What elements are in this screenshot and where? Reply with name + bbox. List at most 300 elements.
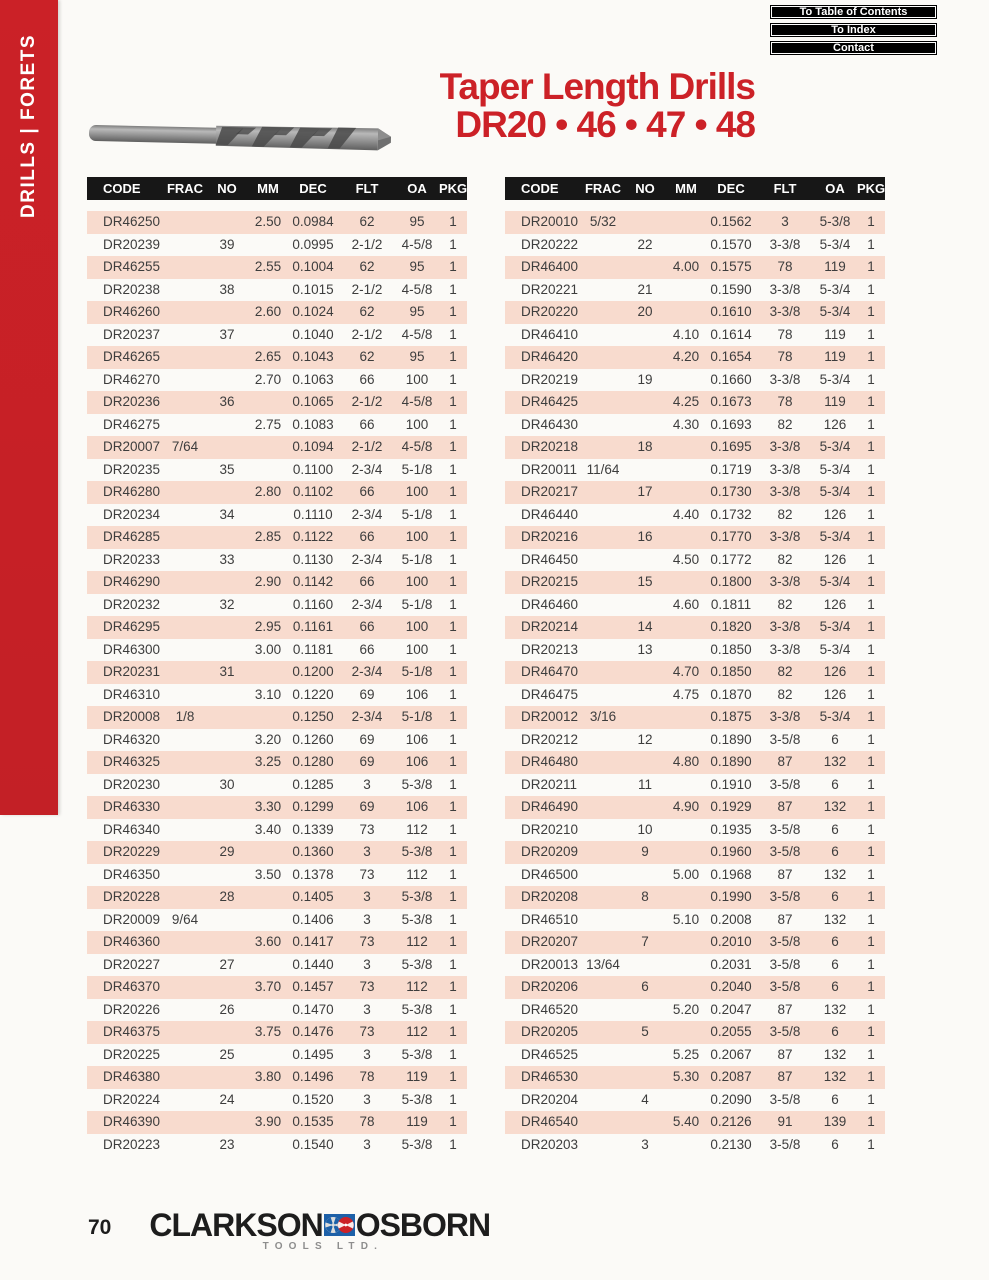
cell-pkg: 1 <box>867 484 875 499</box>
table-body <box>505 211 885 1156</box>
cell-dec: 0.1161 <box>292 619 334 634</box>
cell-mm: 4.50 <box>672 551 700 567</box>
cell-code: DR46500 <box>521 866 579 882</box>
table-row <box>87 211 467 234</box>
cell-code: DR46540 <box>521 1114 579 1129</box>
cell-code: DR46380 <box>103 1069 161 1084</box>
cell-flt: 87 <box>777 1001 793 1017</box>
table-row <box>505 346 885 369</box>
cell-pkg: 1 <box>867 1001 875 1017</box>
cell-pkg: 1 <box>867 641 875 657</box>
cell-no: 33 <box>219 551 235 567</box>
cell-flt: 3 <box>363 956 371 972</box>
cell-pkg: 1 <box>449 506 457 522</box>
cell-frac: 7/64 <box>171 439 199 454</box>
col-header-mm: MM <box>675 181 697 196</box>
cell-mm: 4.00 <box>672 259 700 274</box>
table-row <box>505 301 885 324</box>
cell-oa: 6 <box>831 844 839 859</box>
cell-pkg: 1 <box>867 889 875 904</box>
cell-flt: 62 <box>359 304 375 319</box>
cell-pkg: 1 <box>449 596 457 612</box>
cell-flt: 82 <box>777 506 793 522</box>
cell-mm: 2.90 <box>254 574 282 589</box>
cell-pkg: 1 <box>449 1069 457 1084</box>
cell-code: DR46275 <box>103 416 161 432</box>
cell-oa: 5-3/8 <box>401 1091 433 1107</box>
table-row <box>505 1134 885 1157</box>
cell-flt: 87 <box>777 1046 793 1062</box>
cell-mm: 5.30 <box>672 1069 700 1084</box>
cell-code: DR20225 <box>103 1046 161 1062</box>
cell-oa: 5-3/4 <box>819 439 851 454</box>
cell-code: DR46255 <box>103 259 161 274</box>
cell-oa: 106 <box>405 799 429 814</box>
cell-mm: 3.25 <box>254 754 282 769</box>
col-header-frac: FRAC <box>584 181 622 196</box>
cell-code: DR46450 <box>521 551 579 567</box>
table-row <box>505 234 885 257</box>
cell-code: DR20228 <box>103 889 161 904</box>
cell-pkg: 1 <box>449 1136 457 1152</box>
table-row <box>87 1089 467 1112</box>
cell-mm: 3.75 <box>254 1024 282 1039</box>
cell-pkg: 1 <box>449 821 457 837</box>
brand-name-clarkson: CLARKSON <box>149 1207 323 1243</box>
page-title-line2: DR20 • 46 • 47 • 48 <box>455 104 755 145</box>
table-row <box>87 594 467 617</box>
cell-dec: 0.1935 <box>710 821 752 837</box>
cell-oa: 6 <box>831 889 839 904</box>
cell-dec: 0.1200 <box>292 664 334 679</box>
cell-mm: 3.60 <box>254 934 282 949</box>
cell-no: 30 <box>219 776 235 792</box>
cell-pkg: 1 <box>449 956 457 972</box>
cell-dec: 0.2087 <box>710 1069 752 1084</box>
cell-dec: 0.1850 <box>710 641 752 657</box>
cell-dec: 0.1929 <box>710 799 752 814</box>
cell-oa: 119 <box>824 394 846 409</box>
cell-code: DR20222 <box>521 236 579 252</box>
cell-oa: 5-1/8 <box>401 551 433 567</box>
cell-no: 20 <box>637 304 653 319</box>
cell-mm: 2.65 <box>254 349 282 364</box>
brand-subtitle: TOOLS LTD. <box>262 1241 384 1252</box>
cell-pkg: 1 <box>449 709 457 724</box>
cell-dec: 0.1160 <box>292 596 334 612</box>
cell-flt: 3-5/8 <box>769 1024 801 1039</box>
cell-oa: 5-3/4 <box>819 709 851 724</box>
cell-mm: 5.10 <box>672 911 700 927</box>
cell-no: 4 <box>641 1091 649 1107</box>
cell-no: 12 <box>637 731 653 747</box>
cell-pkg: 1 <box>867 934 875 949</box>
col-header-dec: DEC <box>299 181 327 196</box>
cell-flt: 78 <box>359 1069 375 1084</box>
cell-oa: 5-3/8 <box>401 776 433 792</box>
cell-mm: 2.75 <box>254 416 282 432</box>
cell-code: DR46310 <box>103 686 161 702</box>
cell-flt: 3-3/8 <box>769 461 801 477</box>
cell-pkg: 1 <box>867 709 875 724</box>
cell-flt: 62 <box>359 259 375 274</box>
cell-code: DR46420 <box>521 349 579 364</box>
cell-flt: 3-3/8 <box>769 304 801 319</box>
cell-pkg: 1 <box>867 416 875 432</box>
cell-code: DR46260 <box>103 304 161 319</box>
col-header-no: NO <box>217 181 237 196</box>
table-row <box>87 976 467 999</box>
cell-frac: 5/32 <box>589 214 617 229</box>
cell-code: DR20234 <box>103 506 161 522</box>
cell-flt: 3-5/8 <box>769 934 801 949</box>
cell-oa: 112 <box>406 821 428 837</box>
table-row <box>87 729 467 752</box>
cell-no: 24 <box>219 1091 235 1107</box>
cell-flt: 2-3/4 <box>351 551 383 567</box>
cell-flt: 3 <box>363 844 371 859</box>
cell-oa: 5-3/8 <box>819 214 851 229</box>
cell-no: 10 <box>637 821 653 837</box>
cell-dec: 0.2008 <box>710 911 752 927</box>
cell-dec: 0.1220 <box>292 686 334 702</box>
table-row <box>87 526 467 549</box>
cell-pkg: 1 <box>449 439 457 454</box>
cell-flt: 62 <box>359 214 375 229</box>
cell-pkg: 1 <box>867 844 875 859</box>
table-row <box>505 414 885 437</box>
cell-flt: 3 <box>781 214 789 229</box>
cell-pkg: 1 <box>867 866 875 882</box>
cell-flt: 3-5/8 <box>769 1136 801 1152</box>
cell-dec: 0.2055 <box>710 1024 752 1039</box>
cell-pkg: 1 <box>867 371 875 387</box>
cell-mm: 5.20 <box>672 1001 700 1017</box>
cell-pkg: 1 <box>449 349 457 364</box>
cell-dec: 0.1122 <box>292 529 334 544</box>
cell-dec: 0.1890 <box>710 754 752 769</box>
cell-dec: 0.1719 <box>710 461 752 477</box>
cell-flt: 2-3/4 <box>351 709 383 724</box>
table-row <box>87 774 467 797</box>
table-row <box>87 1021 467 1044</box>
table-row <box>505 706 885 729</box>
cell-flt: 87 <box>777 754 793 769</box>
cell-oa: 100 <box>405 574 429 589</box>
cell-flt: 2-3/4 <box>351 461 383 477</box>
cell-code: DR46360 <box>103 934 161 949</box>
table-row <box>87 684 467 707</box>
table-row <box>87 886 467 909</box>
cell-pkg: 1 <box>449 731 457 747</box>
cell-code: DR20220 <box>521 304 579 319</box>
cell-mm: 4.60 <box>672 596 700 612</box>
cell-oa: 95 <box>409 259 425 274</box>
table-row <box>505 481 885 504</box>
table-header <box>87 177 467 200</box>
cell-dec: 0.2090 <box>710 1091 752 1107</box>
cell-dec: 0.1360 <box>292 844 334 859</box>
cell-code: DR46265 <box>103 349 161 364</box>
cell-dec: 0.1496 <box>292 1069 334 1084</box>
cell-frac: 11/64 <box>586 461 620 477</box>
table-row <box>87 459 467 482</box>
cell-oa: 6 <box>831 821 839 837</box>
cell-dec: 0.2067 <box>710 1046 752 1062</box>
table-row <box>87 279 467 302</box>
cell-flt: 82 <box>777 686 793 702</box>
cell-dec: 0.1960 <box>710 844 752 859</box>
cell-dec: 0.1800 <box>710 574 752 589</box>
col-header-code: CODE <box>521 181 559 196</box>
cell-oa: 6 <box>831 934 839 949</box>
cell-pkg: 1 <box>867 326 875 342</box>
cell-oa: 5-3/8 <box>401 1136 433 1152</box>
cell-dec: 0.1102 <box>292 484 334 499</box>
cell-oa: 106 <box>405 686 429 702</box>
table-body <box>87 211 467 1156</box>
cell-flt: 78 <box>777 326 793 342</box>
cell-dec: 0.1100 <box>292 461 334 477</box>
cell-pkg: 1 <box>449 686 457 702</box>
cell-oa: 100 <box>405 484 429 499</box>
contact-button[interactable]: Contact <box>770 41 937 55</box>
cell-dec: 0.1470 <box>292 1001 334 1017</box>
cell-code: DR20238 <box>103 281 161 297</box>
cell-mm: 4.20 <box>672 349 700 364</box>
cell-code: DR46290 <box>103 574 161 589</box>
cell-oa: 5-1/8 <box>401 596 433 612</box>
table-row <box>505 594 885 617</box>
cell-code: DR20209 <box>521 844 579 859</box>
cell-mm: 4.10 <box>672 326 700 342</box>
cell-code: DR46430 <box>521 416 579 432</box>
cell-dec: 0.0995 <box>292 236 334 252</box>
table-row <box>505 391 885 414</box>
table-row <box>87 1044 467 1067</box>
cell-no: 31 <box>219 664 235 679</box>
cell-pkg: 1 <box>867 776 875 792</box>
cell-no: 21 <box>637 281 653 297</box>
cell-flt: 2-1/2 <box>351 326 383 342</box>
table-row <box>87 1134 467 1157</box>
cell-flt: 3-5/8 <box>769 731 801 747</box>
table-row <box>505 976 885 999</box>
cell-oa: 132 <box>823 866 847 882</box>
cell-code: DR20210 <box>521 821 579 837</box>
cell-mm: 4.40 <box>672 506 700 522</box>
cell-dec: 0.1406 <box>292 911 334 927</box>
cell-dec: 0.1110 <box>293 506 333 522</box>
cell-mm: 3.90 <box>254 1114 282 1129</box>
cell-pkg: 1 <box>867 1136 875 1152</box>
cell-code: DR20208 <box>521 889 579 904</box>
cell-pkg: 1 <box>867 664 875 679</box>
cell-code: DR20233 <box>103 551 161 567</box>
cell-oa: 6 <box>831 956 839 972</box>
cell-no: 27 <box>219 956 235 972</box>
to-table-of-contents-button[interactable]: To Table of Contents <box>770 5 937 19</box>
cell-flt: 3-5/8 <box>769 956 801 972</box>
cell-oa: 126 <box>823 686 847 702</box>
cell-oa: 6 <box>831 731 839 747</box>
cell-frac: 3/16 <box>589 709 617 724</box>
cell-oa: 126 <box>823 506 847 522</box>
cell-pkg: 1 <box>867 1114 875 1129</box>
table-row <box>87 616 467 639</box>
cell-dec: 0.1590 <box>710 281 752 297</box>
table-row <box>505 661 885 684</box>
table-row <box>87 504 467 527</box>
cell-no: 8 <box>641 889 649 904</box>
cell-dec: 0.1405 <box>292 889 334 904</box>
cell-dec: 0.1260 <box>292 731 334 747</box>
cell-pkg: 1 <box>867 506 875 522</box>
cell-no: 23 <box>219 1136 235 1152</box>
cell-dec: 0.1130 <box>292 551 334 567</box>
cell-frac: 9/64 <box>171 911 199 927</box>
cell-pkg: 1 <box>449 641 457 657</box>
cell-oa: 6 <box>831 1091 839 1107</box>
cell-dec: 0.1990 <box>710 889 752 904</box>
table-row <box>87 1111 467 1134</box>
cell-no: 26 <box>219 1001 235 1017</box>
cell-dec: 0.1570 <box>710 236 752 252</box>
cell-flt: 3-3/8 <box>769 236 801 252</box>
cell-oa: 5-3/8 <box>401 1001 433 1017</box>
cell-oa: 132 <box>823 799 847 814</box>
table-row <box>505 549 885 572</box>
cell-code: DR46440 <box>521 506 579 522</box>
cell-dec: 0.1610 <box>710 304 752 319</box>
cell-oa: 95 <box>409 349 425 364</box>
cell-flt: 3 <box>363 1001 371 1017</box>
cell-oa: 100 <box>405 529 429 544</box>
table-row <box>87 369 467 392</box>
cell-dec: 0.1250 <box>292 709 334 724</box>
cell-oa: 100 <box>405 619 429 634</box>
cell-pkg: 1 <box>449 214 457 229</box>
col-header-oa: OA <box>825 181 845 196</box>
cell-code: DR20214 <box>521 619 579 634</box>
cell-flt: 2-3/4 <box>351 664 383 679</box>
col-header-flt: FLT <box>773 181 797 196</box>
cell-no: 34 <box>219 506 235 522</box>
cell-flt: 3-3/8 <box>769 709 801 724</box>
cell-flt: 87 <box>777 911 793 927</box>
table-row <box>505 841 885 864</box>
cell-pkg: 1 <box>867 619 875 634</box>
cell-dec: 0.2010 <box>710 934 752 949</box>
cell-pkg: 1 <box>867 911 875 927</box>
cell-pkg: 1 <box>449 911 457 927</box>
cell-dec: 0.1693 <box>710 416 752 432</box>
cell-flt: 3-3/8 <box>769 371 801 387</box>
cell-flt: 3 <box>363 911 371 927</box>
table-row <box>505 954 885 977</box>
cell-dec: 0.1015 <box>292 281 334 297</box>
cell-pkg: 1 <box>449 866 457 882</box>
cell-dec: 0.1040 <box>292 326 334 342</box>
cell-pkg: 1 <box>867 529 875 544</box>
cell-oa: 119 <box>824 259 846 274</box>
cell-dec: 0.1540 <box>292 1136 334 1152</box>
cell-pkg: 1 <box>449 1046 457 1062</box>
cell-pkg: 1 <box>449 551 457 567</box>
cell-dec: 0.1575 <box>710 259 752 274</box>
cell-code: DR20008 <box>103 709 161 724</box>
table-row <box>505 1089 885 1112</box>
cell-flt: 3-5/8 <box>769 821 801 837</box>
table-row <box>87 751 467 774</box>
cell-code: DR20216 <box>521 529 579 544</box>
cell-oa: 5-3/8 <box>401 889 433 904</box>
sidebar-section-label: DRILLS | FORETS <box>18 33 39 218</box>
table-row <box>505 999 885 1022</box>
cell-flt: 3-3/8 <box>769 484 801 499</box>
cell-flt: 2-1/2 <box>351 439 383 454</box>
cell-pkg: 1 <box>867 574 875 589</box>
cell-dec: 0.1476 <box>292 1024 334 1039</box>
table-row <box>505 526 885 549</box>
cell-flt: 66 <box>359 574 375 589</box>
table-row <box>87 706 467 729</box>
cell-mm: 2.70 <box>254 371 282 387</box>
cell-dec: 0.1094 <box>292 439 334 454</box>
cell-flt: 3-3/8 <box>769 529 801 544</box>
cell-dec: 0.1043 <box>292 349 334 364</box>
cell-oa: 132 <box>823 911 847 927</box>
cell-pkg: 1 <box>449 619 457 634</box>
cell-flt: 3 <box>363 776 371 792</box>
cell-dec: 0.1772 <box>710 551 752 567</box>
cell-flt: 87 <box>777 1069 793 1084</box>
cell-pkg: 1 <box>449 236 457 252</box>
cell-oa: 126 <box>823 416 847 432</box>
cell-oa: 5-1/8 <box>401 709 433 724</box>
cell-oa: 5-3/4 <box>819 484 851 499</box>
cell-code: DR20013 <box>521 956 579 972</box>
cell-oa: 5-3/4 <box>819 619 851 634</box>
page-title-line1: Taper Length Drills <box>439 66 755 107</box>
cell-flt: 3-3/8 <box>769 619 801 634</box>
cell-oa: 100 <box>405 641 429 657</box>
cell-code: DR46370 <box>103 979 161 994</box>
cell-pkg: 1 <box>449 281 457 297</box>
cell-oa: 112 <box>406 979 428 994</box>
cell-no: 29 <box>219 844 235 859</box>
cell-oa: 119 <box>406 1069 428 1084</box>
cell-pkg: 1 <box>449 371 457 387</box>
cell-code: DR46425 <box>521 394 579 409</box>
cell-dec: 0.1063 <box>292 371 334 387</box>
cell-code: DR46300 <box>103 641 161 657</box>
cell-flt: 2-1/2 <box>351 281 383 297</box>
to-index-button[interactable]: To Index <box>770 23 937 37</box>
cell-no: 9 <box>641 844 649 859</box>
cell-oa: 4-5/8 <box>401 439 433 454</box>
cell-pkg: 1 <box>449 394 457 409</box>
cell-oa: 5-1/8 <box>401 664 433 679</box>
cell-code: DR20239 <box>103 236 161 252</box>
cell-code: DR46490 <box>521 799 579 814</box>
cell-code: DR20221 <box>521 281 579 297</box>
cell-no: 32 <box>219 596 235 612</box>
cell-mm: 4.25 <box>672 394 700 409</box>
table-row <box>505 324 885 347</box>
cell-flt: 69 <box>359 731 375 747</box>
cell-no: 37 <box>219 326 235 342</box>
